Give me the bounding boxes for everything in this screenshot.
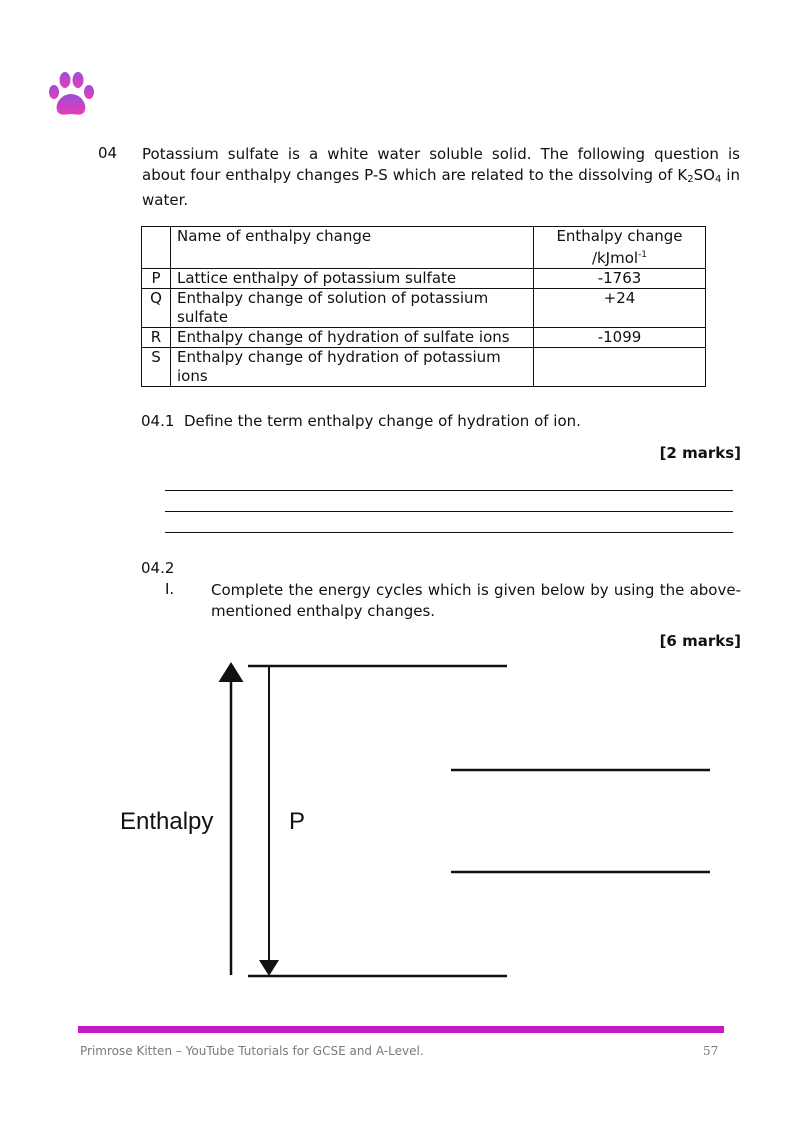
- footer-bar: [78, 1026, 724, 1033]
- row-value: +24: [534, 289, 706, 328]
- table-row: [142, 348, 706, 387]
- subquestion-042: 04.2: [141, 559, 175, 577]
- part-text: Complete the energy cycles which is given below by using the above-mentioned enthalpy changes.: [211, 581, 741, 620]
- table-row: [142, 269, 706, 289]
- row-value: -1099: [534, 328, 706, 348]
- row-name: Enthalpy change of hydration of sulfate ions: [171, 328, 534, 348]
- answer-line[interactable]: [165, 511, 733, 512]
- table-cell: [142, 227, 171, 269]
- table-header-value: Enthalpy change /kJmol$^{-1}$: [534, 227, 706, 269]
- table-header-name: Name of enthalpy change: [171, 227, 534, 269]
- part-label: I.: [165, 580, 175, 598]
- row-letter: R: [142, 328, 171, 348]
- table-row: [142, 289, 706, 328]
- row-letter: Q: [142, 289, 171, 328]
- answer-line[interactable]: [165, 532, 733, 533]
- enthalpy-table: [141, 226, 706, 387]
- row-letter: S: [142, 348, 171, 387]
- footer-text: Primrose Kitten – YouTube Tutorials for GCSE and A-Level.: [80, 1044, 424, 1058]
- row-value: [534, 348, 706, 387]
- question-number: 04: [98, 144, 118, 162]
- question-intro: Potassium sulfate is a white water soluble solid. The following question is about four enthalpy changes P-S which are related to the dissolving of $K_2SO_4$ in water.: [142, 145, 740, 209]
- row-name: Lattice enthalpy of potassium sulfate: [171, 269, 534, 289]
- subquestion-041: 04.1 Define the term enthalpy change of hydration of ion.: [141, 412, 581, 430]
- table-header-row: [142, 227, 706, 269]
- row-name: Enthalpy change of hydration of potassium ions: [171, 348, 534, 387]
- answer-line[interactable]: [165, 490, 733, 491]
- paw-icon: [46, 70, 96, 120]
- p-label: P: [289, 808, 306, 835]
- row-name: Enthalpy change of solution of potassium sulfate: [171, 289, 534, 328]
- table-row: [142, 328, 706, 348]
- row-value: -1763: [534, 269, 706, 289]
- page-number: 57: [703, 1044, 719, 1058]
- marks-042: [6 marks]: [659, 632, 741, 650]
- row-letter: P: [142, 269, 171, 289]
- marks-041: [2 marks]: [659, 444, 741, 462]
- enthalpy-label: Enthalpy: [120, 808, 214, 835]
